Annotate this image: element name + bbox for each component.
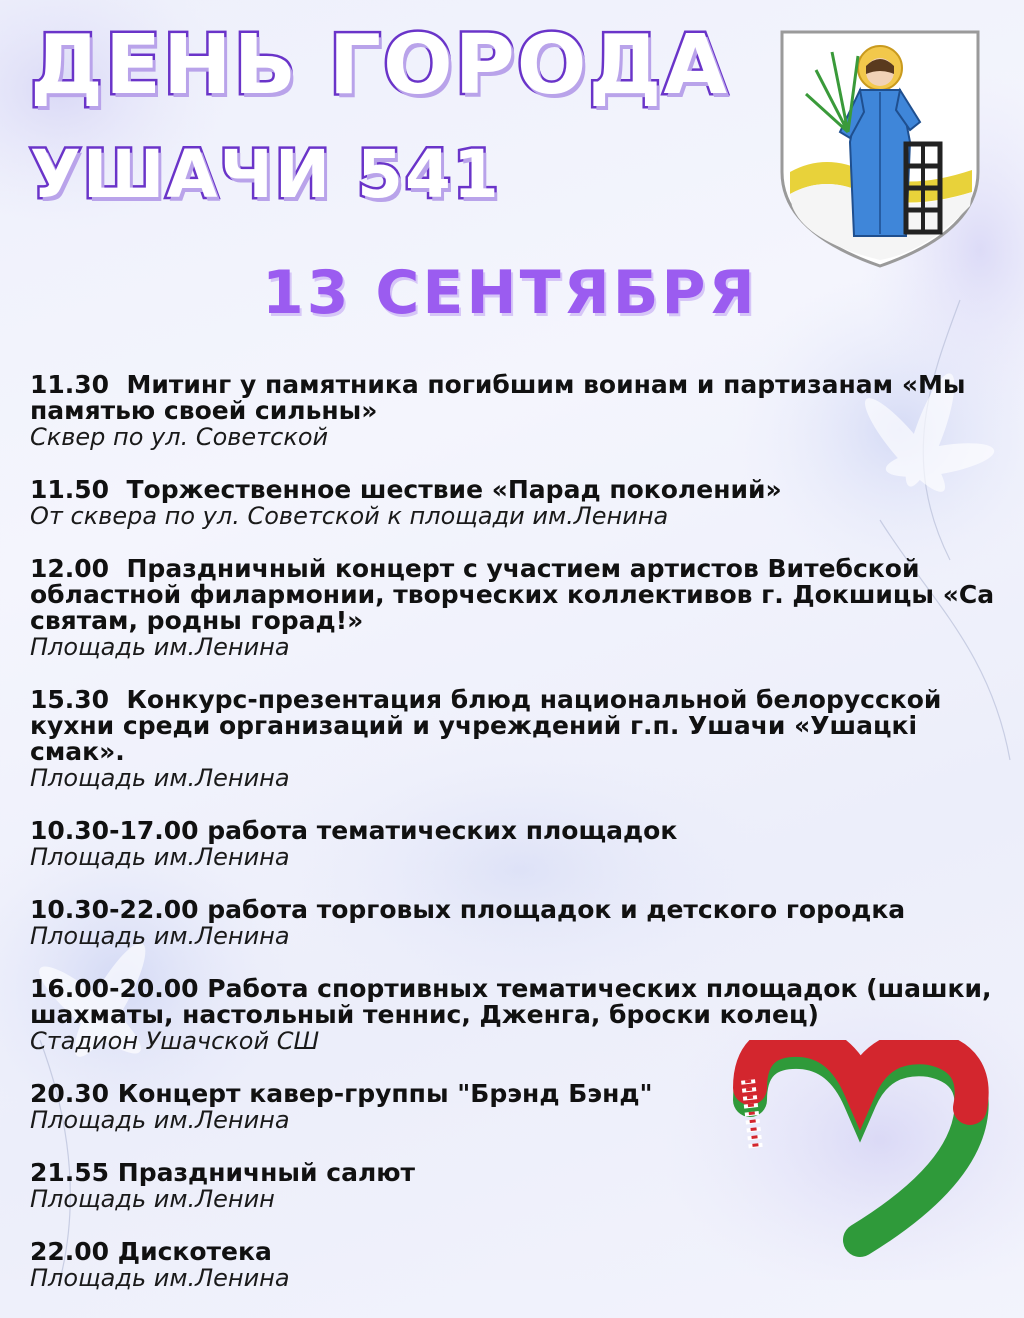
event-place: Площадь им.Ленина xyxy=(30,922,290,950)
list-item xyxy=(30,1160,1000,1212)
event-title xyxy=(30,372,1000,424)
title-line-2: УШАЧИ 541 xyxy=(30,136,501,213)
event-title xyxy=(30,1239,1000,1265)
event-title xyxy=(30,1081,1000,1107)
event-place: Сквер по ул. Советской xyxy=(30,423,329,451)
event-place: Площадь им.Ленина xyxy=(30,1264,290,1292)
event-time: 10.30-17.00 xyxy=(30,816,199,845)
event-title xyxy=(30,477,1000,503)
list-item xyxy=(30,976,1000,1054)
event-time: 10.30-22.00 xyxy=(30,895,199,924)
event-time: 11.50 xyxy=(30,475,110,504)
event-place: Площадь им.Ленин xyxy=(30,1185,275,1213)
event-place: Площадь им.Ленина xyxy=(30,843,290,871)
event-name: Конкурс-презентация блюд национальной белорусской кухни среди организаций и учреждений г.п. Ушачи «Ушацкі смак». xyxy=(30,685,942,766)
event-name: работа торговых площадок и детского городка xyxy=(207,895,906,924)
event-name: Дискотека xyxy=(117,1237,272,1266)
list-item xyxy=(30,556,1000,660)
event-time: 16.00-20.00 xyxy=(30,974,199,1003)
event-schedule xyxy=(30,372,1000,1318)
event-title xyxy=(30,818,1000,844)
list-item xyxy=(30,1081,1000,1133)
title-line-1: ДЕНЬ ГОРОДА xyxy=(30,18,729,113)
list-item xyxy=(30,818,1000,870)
list-item xyxy=(30,897,1000,949)
event-time: 11.30 xyxy=(30,370,110,399)
event-time: 20.30 xyxy=(30,1079,110,1108)
event-time: 15.30 xyxy=(30,685,110,714)
event-place: Площадь им.Ленина xyxy=(30,633,290,661)
event-time: 12.00 xyxy=(30,554,110,583)
event-name: работа тематических площадок xyxy=(207,816,678,845)
list-item xyxy=(30,372,1000,450)
event-name: Праздничный концерт с участием артистов Витебской областной филармонии, творческих коллективов г. Докшицы «Са святам, родны горад!» xyxy=(30,554,995,635)
event-title xyxy=(30,897,1000,923)
list-item xyxy=(30,1239,1000,1291)
event-time: 22.00 xyxy=(30,1237,110,1266)
event-title xyxy=(30,1160,1000,1186)
event-name: Работа спортивных тематических площадок (шашки, шахматы, настольный теннис, Дженга, броски колец) xyxy=(30,974,992,1029)
event-place: Стадион Ушачской СШ xyxy=(30,1027,320,1055)
event-name: Торжественное шествие «Парад поколений» xyxy=(126,475,782,504)
event-place: Площадь им.Ленина xyxy=(30,1106,290,1134)
event-place: От сквера по ул. Советской к площади им.Ленина xyxy=(30,502,669,530)
event-name: Митинг у памятника погибшим воинам и партизанам «Мы памятью своей сильны» xyxy=(30,370,966,425)
event-title xyxy=(30,556,1000,634)
event-name: Концерт кавер-группы "Брэнд Бэнд" xyxy=(117,1079,653,1108)
list-item xyxy=(30,477,1000,529)
event-name: Праздничный салют xyxy=(117,1158,416,1187)
event-date: 13 СЕНТЯБРЯ xyxy=(262,258,758,328)
list-item xyxy=(30,687,1000,791)
event-place: Площадь им.Ленина xyxy=(30,764,290,792)
event-time: 21.55 xyxy=(30,1158,110,1187)
coat-of-arms-icon xyxy=(776,22,984,270)
event-title xyxy=(30,687,1000,765)
event-title xyxy=(30,976,1000,1028)
